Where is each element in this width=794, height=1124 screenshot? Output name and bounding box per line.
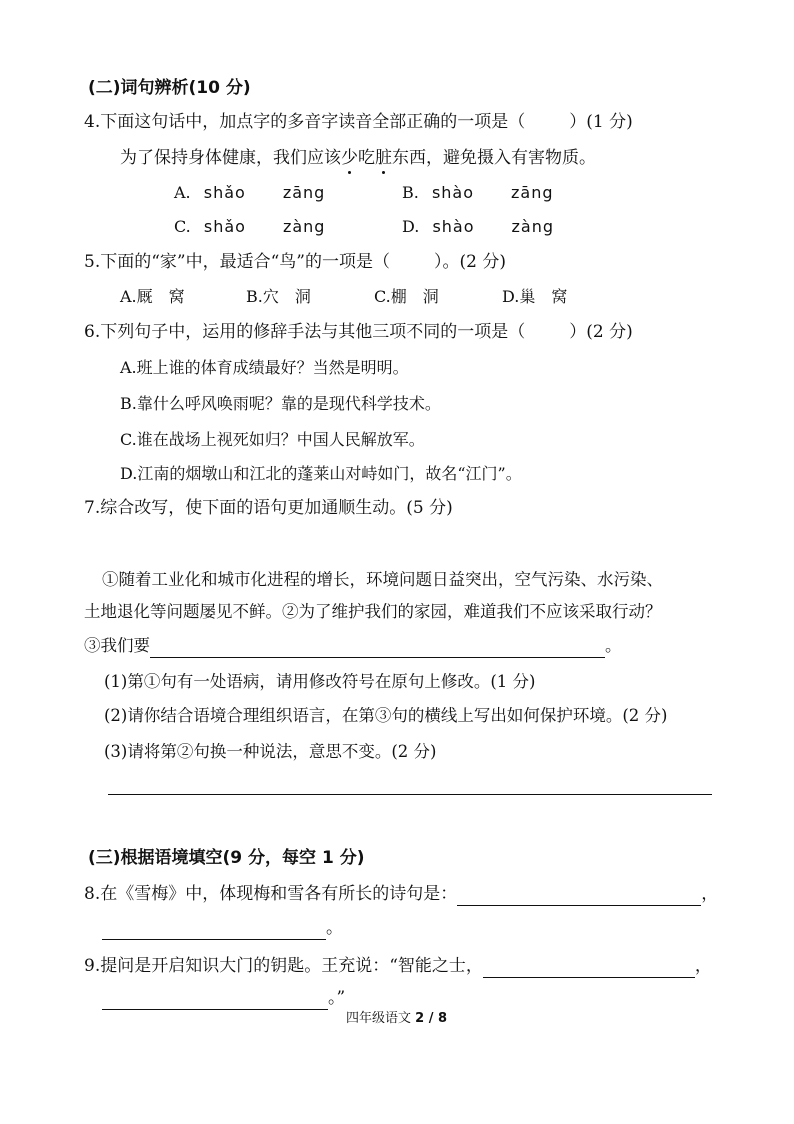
sub-question-1: (1)第①句有一处语病，请用修改符号在原句上修改。(1 分) <box>104 672 536 691</box>
sentence-part: 为了保持身体健康，我们应该 <box>120 148 341 168</box>
punctuation: ， <box>694 956 712 976</box>
answer-line[interactable] <box>102 921 326 940</box>
question-4-stem-text: 4.下面这句话中，加点字的多音字读音全部正确的一项是（ <box>84 112 526 132</box>
option-b[interactable] <box>402 182 554 204</box>
pinyin: shào <box>431 183 475 202</box>
question-4-stem <box>84 110 633 134</box>
passage-text: 。 <box>605 636 622 655</box>
sentence-part: 东西，避免摄入有害物质。 <box>392 148 596 168</box>
passage-line <box>84 634 622 658</box>
section-title: (三)根据语境填空(9 分，每空 1 分) <box>88 848 365 868</box>
option-letter: D. <box>402 217 420 236</box>
question-9-stem <box>84 954 712 978</box>
option-d[interactable] <box>402 216 554 238</box>
pinyin: zāng <box>511 183 554 202</box>
option-a[interactable] <box>174 182 325 204</box>
section-title: (二)词句辨析(10 分) <box>88 78 251 98</box>
sub-question-3: (3)请将第②句换一种说法，意思不变。(2 分) <box>104 742 437 761</box>
passage-line: 土地退化等问题屡见不鲜。②为了维护我们的家园，难道我们不应该采取行动？ <box>84 602 662 621</box>
option-d[interactable]: D.巢 窝 <box>502 287 568 306</box>
question-8-stem-text: 8.在《雪梅》中，体现梅和雪各有所长的诗句是： <box>84 884 458 904</box>
question-5-stem <box>84 250 506 274</box>
passage-text: ③我们要 <box>84 636 150 655</box>
answer-line[interactable] <box>150 639 605 658</box>
option-letter: B. <box>402 183 419 202</box>
option-letter: C. <box>174 217 191 236</box>
question-5-stem-text: 5.下面的“家”中，最适合“鸟”的一项是（ <box>84 252 390 272</box>
option-letter: A. <box>174 183 191 202</box>
page-number: 2 / 8 <box>415 1011 448 1026</box>
question-6-points: ）(2 分) <box>569 322 633 342</box>
punctuation: 。” <box>328 988 346 1008</box>
dotted-char: 脏 <box>375 148 392 168</box>
question-7-stem: 7.综合改写，使下面的语句更加通顺生动。(5 分) <box>84 498 453 518</box>
option-c[interactable] <box>174 216 325 238</box>
dotted-char: 少 <box>341 148 358 168</box>
question-8-stem <box>84 882 718 906</box>
question-9-continuation <box>102 986 345 1010</box>
answer-line[interactable] <box>102 991 328 1010</box>
question-9-stem-text: 9.提问是开启知识大门的钥匙。王充说：“智能之士， <box>84 956 483 976</box>
pinyin: shǎo <box>203 183 246 202</box>
answer-line[interactable] <box>108 794 712 795</box>
footer-subject: 四年级语文 <box>346 1011 412 1026</box>
question-6-stem <box>84 320 633 344</box>
option-a[interactable]: A.厩 窝 <box>120 287 185 306</box>
pinyin: zāng <box>282 183 326 202</box>
passage-line: ①随着工业化和城市化进程的增长，环境问题日益突出，空气污染、水污染、 <box>102 570 663 589</box>
pinyin: zàng <box>511 217 555 236</box>
option-c[interactable]: C.棚 洞 <box>374 287 439 306</box>
question-5-points: ）。(2 分) <box>433 252 506 272</box>
option-a[interactable]: A.班上谁的体育成绩最好？当然是明明。 <box>120 358 409 377</box>
question-6-stem-text: 6.下列句子中，运用的修辞手法与其他三项不同的一项是（ <box>84 322 526 342</box>
sub-question-2: (2)请你结合语境合理组织语言，在第③句的横线上写出如何保护环境。(2 分) <box>104 706 668 725</box>
pinyin: shào <box>432 217 475 236</box>
answer-line[interactable] <box>483 959 695 978</box>
question-4-sentence <box>120 146 596 170</box>
punctuation: ， <box>701 884 719 904</box>
pinyin: shǎo <box>203 217 246 236</box>
sentence-part: 吃 <box>358 148 375 168</box>
option-c[interactable]: C.谁在战场上视死如归？中国人民解放军。 <box>120 430 425 449</box>
answer-line[interactable] <box>457 887 701 906</box>
option-d[interactable]: D.江南的烟墩山和江北的蓬莱山对峙如门，故名“江门”。 <box>120 464 522 483</box>
option-b[interactable]: B.靠什么呼风唤雨呢？靠的是现代科学技术。 <box>120 394 441 413</box>
punctuation: 。 <box>326 918 343 938</box>
question-4-points: ）(1 分) <box>569 112 633 132</box>
pinyin: zàng <box>282 217 326 236</box>
option-b[interactable]: B.穴 洞 <box>246 287 311 306</box>
question-8-continuation <box>102 916 343 940</box>
page-footer <box>346 1010 447 1028</box>
